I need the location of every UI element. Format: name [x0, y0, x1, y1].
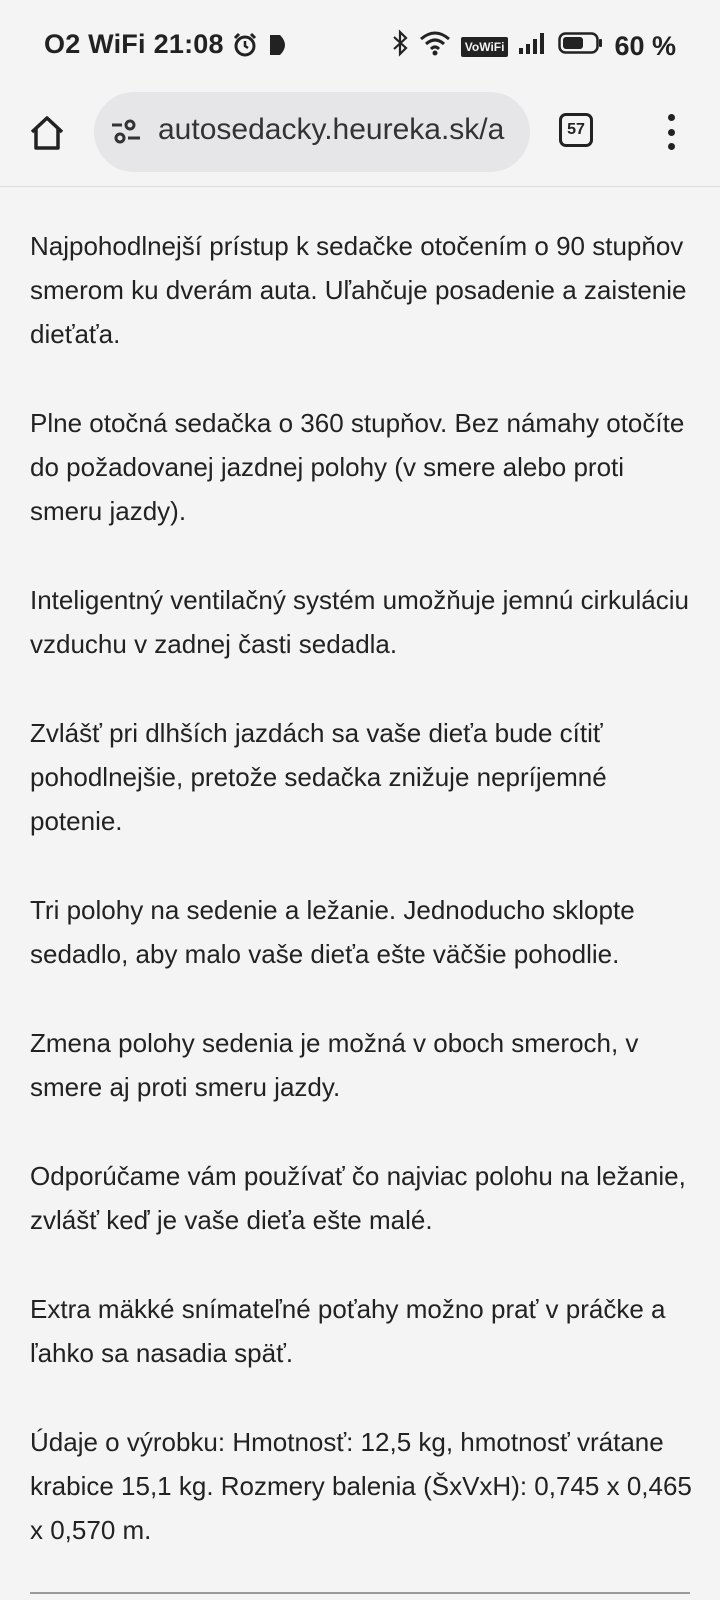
home-button[interactable]: [22, 108, 72, 158]
status-bar: [0, 0, 720, 88]
description-paragraph: Zvlášť pri dlhších jazdách sa vaše dieťa bude cítiť pohodlnejšie, pretože sedačka znižuje nepríjemné potenie.: [30, 718, 607, 836]
clock: 21:08: [153, 29, 224, 59]
home-icon: [27, 113, 67, 153]
description-paragraph: Údaje o výrobku: Hmotnosť: 12,5 kg, hmotnosť vrátane krabice 15,1 kg. Rozmery balenia (ŠxVxH): 0,745 x 0,465 x 0,570 m.: [30, 1427, 692, 1545]
description-paragraph: Najpohodlnejší prístup k sedačke otočením o 90 stupňov smerom ku dverám auta. Uľahčuje posadenie a zaistenie dieťaťa.: [30, 231, 687, 349]
more-menu-button[interactable]: [654, 110, 688, 154]
description-paragraph: Plne otočná sedačka o 360 stupňov. Bez námahy otočíte do požadovanej jazdnej polohy (v smere alebo proti smeru jazdy).: [30, 408, 685, 526]
more-menu-icon: [668, 114, 675, 121]
alarm-icon: [232, 32, 258, 58]
menu-dot: [668, 129, 675, 136]
signal-icon: [518, 31, 548, 62]
carrier-label: O2 WiFi: [44, 29, 146, 59]
status-right: [391, 29, 676, 64]
description-paragraph: Tri polohy na sedenie a ležanie. Jednoducho sklopte sedadlo, aby malo vaše dieťa ešte väčšie pohodlie.: [30, 895, 635, 969]
address-bar[interactable]: [94, 92, 530, 172]
description-paragraph: Odporúčame vám používať čo najviac polohu na ležanie, zvlášť keď je vaše dieťa ešte malé.: [30, 1161, 686, 1235]
play-icon: [266, 32, 292, 58]
status-left: [44, 29, 292, 60]
description-paragraph: Extra mäkké snímateľné poťahy možno prať v práčke a ľahko sa nasadia späť.: [30, 1294, 666, 1368]
site-settings-icon[interactable]: [110, 118, 142, 146]
description-paragraph: Inteligentný ventilačný systém umožňuje jemnú cirkuláciu vzduchu v zadnej časti sedadla.: [30, 585, 689, 659]
wifi-icon: [419, 30, 451, 63]
menu-dot: [668, 143, 675, 150]
browser-toolbar: [0, 88, 720, 187]
tabs-button[interactable]: [559, 113, 593, 147]
battery-icon: [558, 31, 604, 62]
battery-percent: 60 %: [614, 31, 676, 61]
vowifi-badge: VoWiFi: [461, 37, 509, 57]
description-paragraph: Zmena polohy sedenia je možná v oboch smeroch, v smere aj proti smeru jazdy.: [30, 1028, 639, 1102]
url-text[interactable]: autosedacky.heureka.sk/a: [158, 113, 505, 146]
bluetooth-icon: [391, 29, 409, 64]
tab-count: 57: [567, 121, 585, 138]
product-description: [30, 224, 702, 1597]
divider: [30, 1592, 690, 1594]
